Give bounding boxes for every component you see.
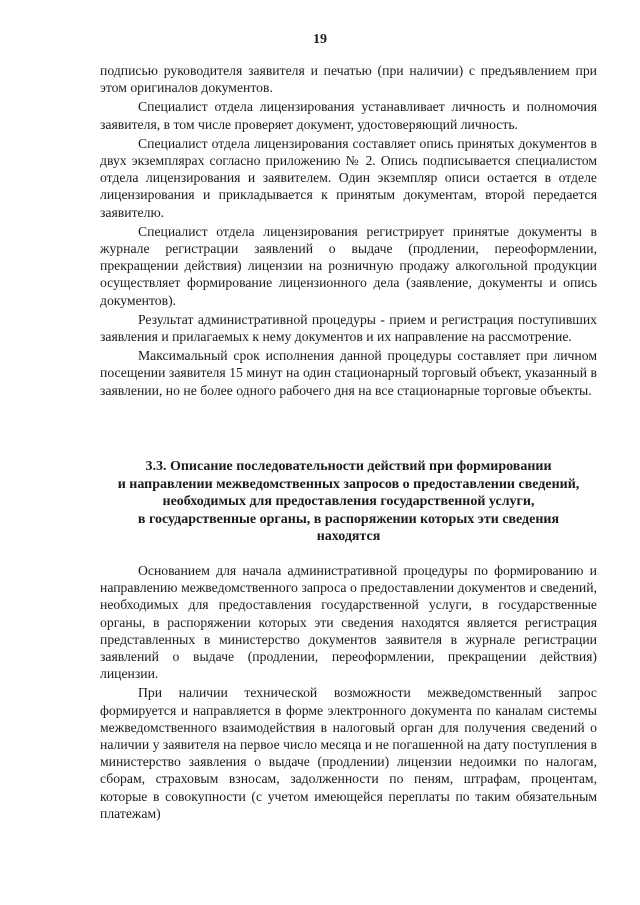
section-heading — [100, 458, 597, 546]
paragraph-document-inventory: Специалист отдела лицензирования составляет опись принятых документов в двух экземплярах согласно приложению № 2. Опись подписывается специалистом отдела лицензирования и заявителем. Один экземпляр описи остается в отделе лицензирования и прикладывается к принятым документам, второй передается заявителю. — [100, 135, 597, 220]
paragraph-identity-check: Специалист отдела лицензирования устанавливает личность и полномочия заявителя, в том числе проверяет документ, удостоверяющий личность. — [100, 99, 597, 132]
section-body-text — [100, 562, 597, 822]
section-heading-line: в государственные органы, в распоряжении которых эти сведения — [137, 511, 560, 527]
continuation-paragraph: подписью руководителя заявителя и печатью (при наличии) с предъявлением при этом оригиналов документов. — [100, 63, 597, 96]
paragraph-interagency-request: При наличии технической возможности межведомственный запрос формируется и направляется в форме электронного документа по каналам системы межведомственного взаимодействия в налоговый орган для получения сведений о наличии у заявителя на первое число месяца и не погашенной на дату поступления в министерство заявления о выдаче (продлении) лицензии недоимки по налогам, сборам, страховым взносам, задолженности по пеням, штрафам, процентам, которые в совокупности (с учетом имеющейся переплаты по таким обязательным платежам) — [100, 685, 597, 821]
paragraph-interagency-basis: Основанием для начала административной процедуры по формированию и направлению межведомственного запроса о предоставлении документов и сведений, необходимых для предоставления государственной услуги, в государственные органы, в распоряжении которых эти сведения находятся является регистрация представленных в министерство документов заявителя в журнале регистрации заявлений о выдаче (продлении, переоформлении, прекращении действия) лицензии. — [100, 563, 597, 682]
paragraph-max-duration: Максимальный срок исполнения данной процедуры составляет при личном посещении заявителя 15 минут на один стационарный торговый объект, указанный в заявлении, но не более одного рабочего дня на все стационарные торговые объекты. — [100, 348, 597, 398]
section-heading-line: находятся — [316, 529, 381, 544]
paragraph-procedure-result: Результат административной процедуры - прием и регистрация поступивших заявления и прилагаемых к нему документов и их направление на рассмотрение. — [100, 311, 597, 345]
paragraph-registration: Специалист отдела лицензирования регистрирует принятые документы в журнале регистрации заявлений о выдаче (продлении, переоформлении, прекращении действия) лицензии на розничную продажу алкогольной продукции осуществляет формирование лицензионного дела (заявление, документы и опись документов). — [100, 223, 597, 308]
page-number: 19 — [313, 32, 327, 47]
section-heading-line: необходимых для предоставления государственной услуги, — [162, 494, 535, 509]
section-heading-line: и направлении межведомственных запросов о предоставлении сведений, — [117, 476, 580, 492]
section-heading-line: 3.3. Описание последовательности действий при формировании — [145, 459, 552, 474]
body-text — [100, 62, 597, 399]
